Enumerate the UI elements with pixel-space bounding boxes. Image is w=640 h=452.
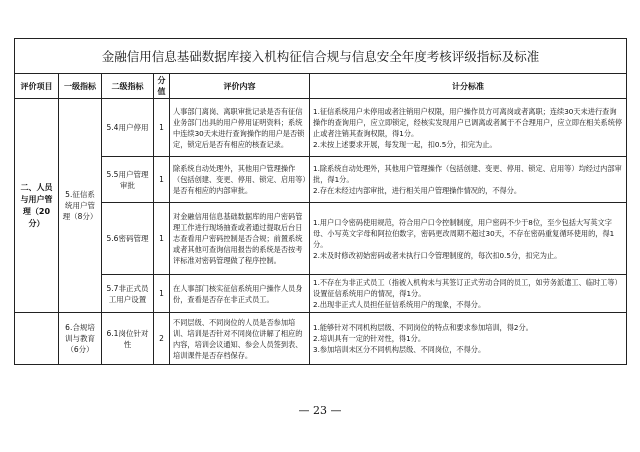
level2-cell: 6.1岗位针对性	[102, 313, 154, 365]
standard-cell: 1.不存在为非正式员工（指被入机构未与其签订正式劳动合同的员工，如劳务派遣工、临时工等）设置征信系统用户的情况，得1分。 2.出现非正式人员担任征信系统用户的现象，不得分。	[310, 275, 627, 313]
level2-cell: 5.7非正式员工用户设置	[102, 275, 154, 313]
header-level2: 二级指标	[102, 74, 154, 99]
level1-cell-user-management: 5.征信系统用户管理（8分）	[59, 99, 102, 313]
table-row	[15, 313, 627, 365]
standard-cell: 1.用户口令密码使用规范，符合用户口令控制制度，用户密码不少于8位，至少包括大写英文字母、小写英文字母和阿拉伯数字，密码更改周期不超过30天，不存在密码重复循环使用的，得1分。 2.未及时修改初始密码或者未执行口令管理制度的，每次扣0.5分，扣完为止。	[310, 203, 627, 275]
content-cell: 人事部门离岗、离职审批记录是否有征信业务部门出具的用户停用证明资料；系统中连续30天未进行查询操作的用户是否锁定，锁定后是否有相应的核查记录。	[170, 99, 310, 157]
page-number: — 23 —	[298, 404, 342, 417]
header-content: 评价内容	[170, 74, 310, 99]
header-score: 分值	[154, 74, 170, 99]
header-row	[15, 74, 627, 99]
category-cell: 二、人员与用户管理（20分）	[15, 99, 59, 313]
criteria-table	[14, 38, 627, 365]
standard-cell: 1.征信系统用户未停用或者注销用户权限，用户操作员方可离岗或者离职；连续30天未进行查询操作的查询用户，应立即锁定，经核实发现用户已调离或者属于不合理用户，应立即在相关系统停止或者注销其查询权限，得1分。 2.未按上述要求开展，每发现一起，扣0.5分，扣完为止。	[310, 99, 627, 157]
level2-cell: 5.4用户停用	[102, 99, 154, 157]
title-row	[15, 39, 627, 74]
level1-cell-training: 6.合规培训与教育（6分）	[59, 313, 102, 365]
standard-cell: 1.能够针对不同机构层级、不同岗位的特点和要求参加培训，得2分。 2.培训具有一定的针对性，得1分。 3.参加培训未区分不同机构层级、不同岗位，不得分。	[310, 313, 627, 365]
content-cell: 不同层级、不同岗位的人员是否参加培训、培训是否针对不同岗位讲解了相应的内容，培训会议通知、参会人员签到表、培训课件是否存档保存。	[170, 313, 310, 365]
standard-cell: 1.除系统自动处理外，其他用户管理操作（包括创建、变更、停用、锁定、启用等）均经过内部审批，得1分。 2.存在未经过内部审批，进行相关用户管理操作情况的，不得分。	[310, 157, 627, 203]
content-cell: 对金融信用信息基础数据库的用户密码管理工作进行现场抽查或者通过提取后台日志查看用户密码控制是否合规；前置系统或者其他可查询信用报告的系统是否按考评标准对密码管理做了程序控制。	[170, 203, 310, 275]
category-cell-empty	[15, 313, 59, 365]
table-row	[15, 157, 627, 203]
level2-cell: 5.5用户管理审批	[102, 157, 154, 203]
score-cell: 2	[154, 313, 170, 365]
score-cell: 1	[154, 203, 170, 275]
level2-cell: 5.6密码管理	[102, 203, 154, 275]
table-title: 金融信用信息基础数据库接入机构征信合规与信息安全年度考核评级指标及标准	[15, 39, 627, 74]
score-cell: 1	[154, 157, 170, 203]
table-row	[15, 203, 627, 275]
header-level1: 一级指标	[59, 74, 102, 99]
table-row	[15, 99, 627, 157]
score-cell: 1	[154, 99, 170, 157]
content-cell: 除系统自动处理外，其他用户管理操作（包括创建、变更、停用、锁定、启用等）是否有相应的内部审批。	[170, 157, 310, 203]
document-page	[14, 38, 626, 365]
content-cell: 在人事部门核实征信系统用户操作人员身份，查看是否存在非正式员工。	[170, 275, 310, 313]
header-item: 评价项目	[15, 74, 59, 99]
header-standard: 计分标准	[310, 74, 627, 99]
table-row	[15, 275, 627, 313]
score-cell: 1	[154, 275, 170, 313]
